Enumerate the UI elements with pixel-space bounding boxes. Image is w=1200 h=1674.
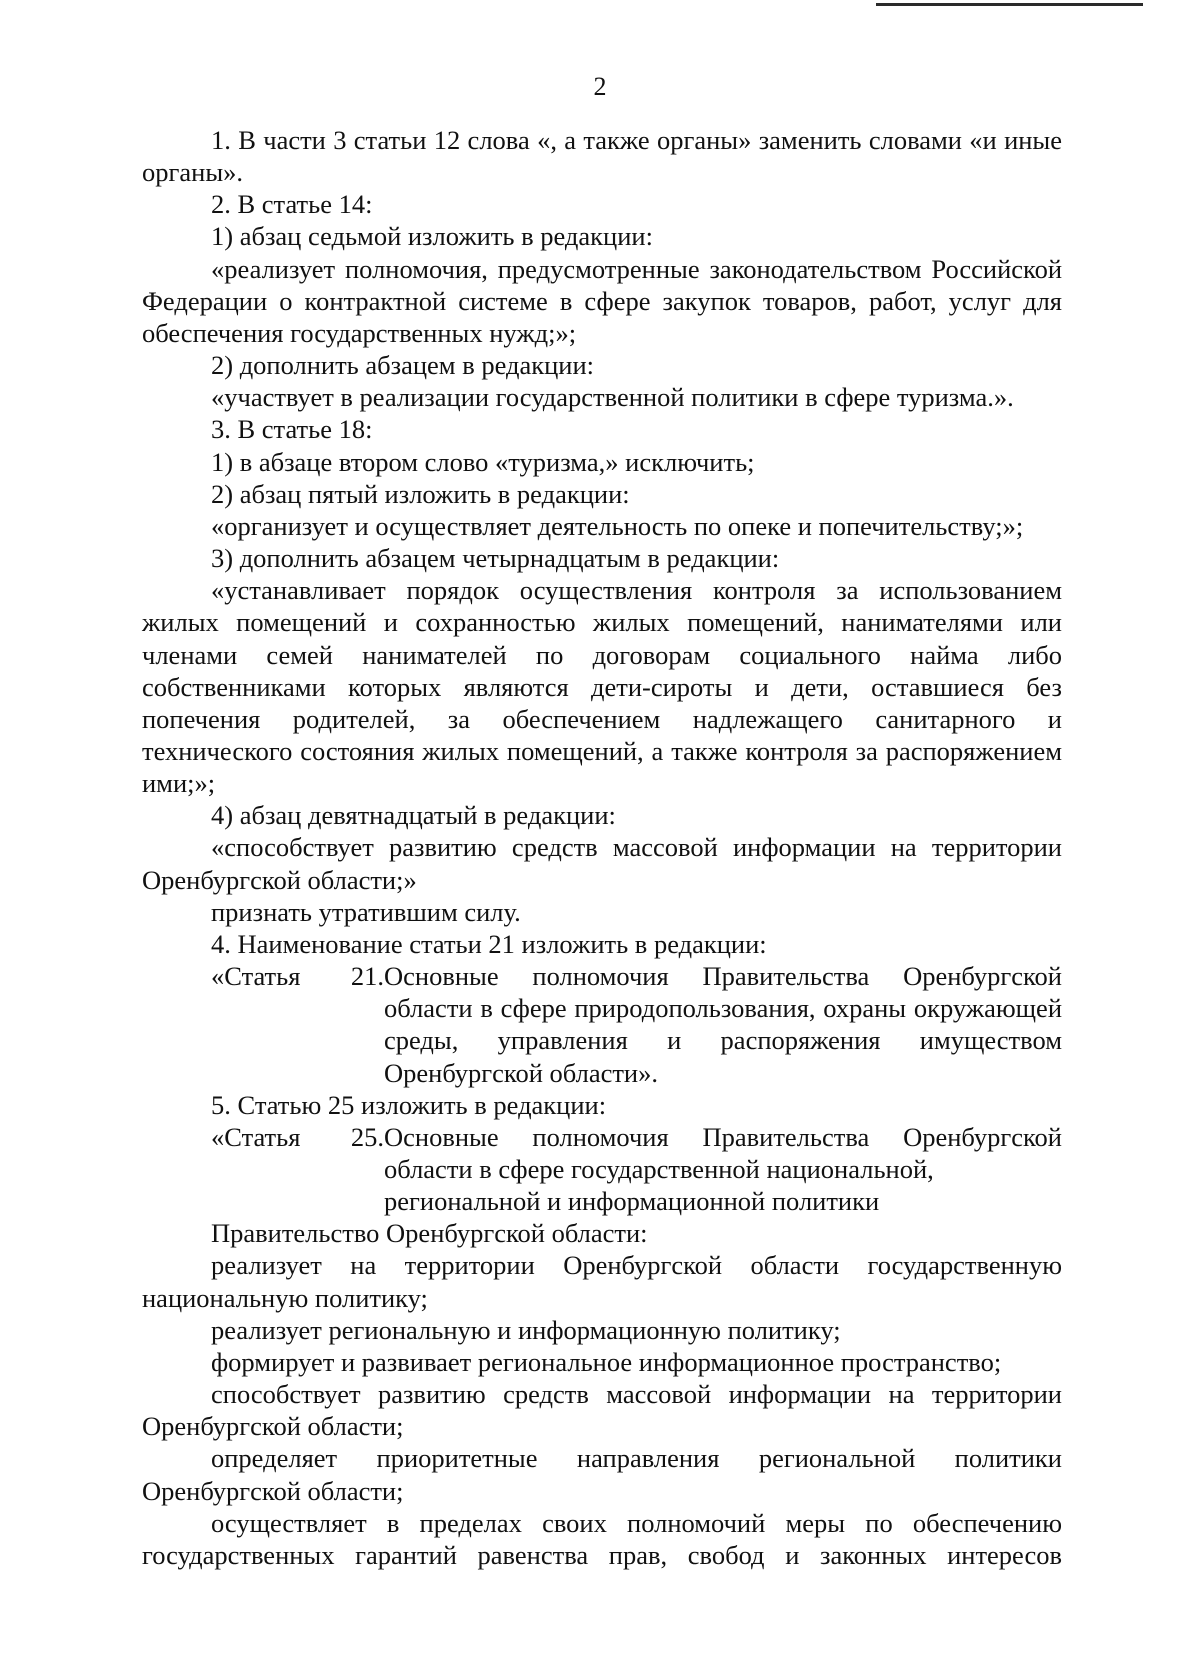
paragraph: признать утратившим силу.: [211, 896, 521, 927]
paragraph: «участвует в реализации государственной политики в сфере туризма.».: [211, 382, 1014, 413]
scan-edge-line: [876, 3, 1143, 6]
paragraph: осуществляет в пределах своих полномочий меры по обеспечению: [211, 1507, 1062, 1538]
paragraph: 1) в абзаце втором слово «туризма,» исключить;: [211, 446, 755, 477]
paragraph: «способствует развитию средств массовой информации на территории Оренбургской области;»: [142, 832, 1062, 895]
paragraph: 1) абзац седьмой изложить в редакции:: [211, 221, 653, 252]
paragraph: способствует развитию средств массовой информации на территории Оренбургской области;: [142, 1379, 1062, 1442]
paragraph: реализует на территории Оренбургской области государственную национальную политику;: [142, 1250, 1062, 1313]
paragraph: 4. Наименование статьи 21 изложить в редакции:: [211, 928, 767, 959]
article-25-title-line: региональной и информационной политики: [384, 1186, 880, 1217]
article-25-title-line: области в сфере государственной национальной,: [384, 1154, 934, 1184]
paragraph: государственных гарантий равенства прав, свобод и законных интересов: [142, 1539, 1062, 1570]
paragraph: 2. В статье 14:: [211, 189, 373, 220]
paragraph: 1. В части 3 статьи 12 слова «, а также органы» заменить словами «и иные органы».: [142, 125, 1062, 188]
paragraph: определяет приоритетные направления региональной политики Оренбургской области;: [142, 1443, 1062, 1506]
article-21-title: Основные полномочия Правительства Оренбургской области в сфере природопользования, охраны окружающей среды, управления и распоряжения имуществом Оренбургской области».: [384, 961, 1062, 1088]
document-body: [142, 124, 1062, 1571]
article-25-title: [384, 1121, 1062, 1217]
paragraph: «организует и осуществляет деятельность по опеке и попечительству;»;: [211, 510, 1024, 541]
paragraph: формирует и развивает региональное информационное пространство;: [211, 1346, 1002, 1377]
paragraph: «устанавливает порядок осуществления контроля за использованием жилых помещений и сохранностью жилых помещений, нанимателями или членами семей нанимателей по договорам социального найма либо собственниками которых являются дети-сироты и дети, оставшиеся без попечения родителей, за обеспечением надлежащего санитарного и технического состояния жилых помещений, а также контроля за распоряжением ими;»;: [142, 575, 1062, 799]
paragraph: 2) абзац пятый изложить в редакции:: [211, 478, 630, 509]
article-25-title-line: Основные полномочия Правительства Оренбургской: [384, 1121, 1062, 1152]
paragraph: 3. В статье 18:: [211, 414, 373, 445]
paragraph: 5. Статью 25 изложить в редакции:: [211, 1089, 607, 1120]
paragraph: Правительство Оренбургской области:: [211, 1218, 648, 1249]
paragraph: 2) дополнить абзацем в редакции:: [211, 350, 595, 381]
article-21-label: «Статья 21.: [211, 961, 384, 992]
article-21-heading: [142, 960, 1062, 1089]
paragraph: «реализует полномочия, предусмотренные законодательством Российской Федерации о контрактной системе в сфере закупок товаров, работ, услуг для обеспечения государственных нужд;»;: [142, 253, 1062, 348]
article-25-heading: [142, 1121, 1062, 1217]
article-25-label: «Статья 25.: [211, 1121, 384, 1152]
paragraph: реализует региональную и информационную политику;: [211, 1314, 841, 1345]
page-number: 2: [593, 72, 607, 101]
paragraph: 3) дополнить абзацем четырнадцатым в редакции:: [211, 543, 780, 574]
paragraph: 4) абзац девятнадцатый в редакции:: [211, 800, 616, 831]
